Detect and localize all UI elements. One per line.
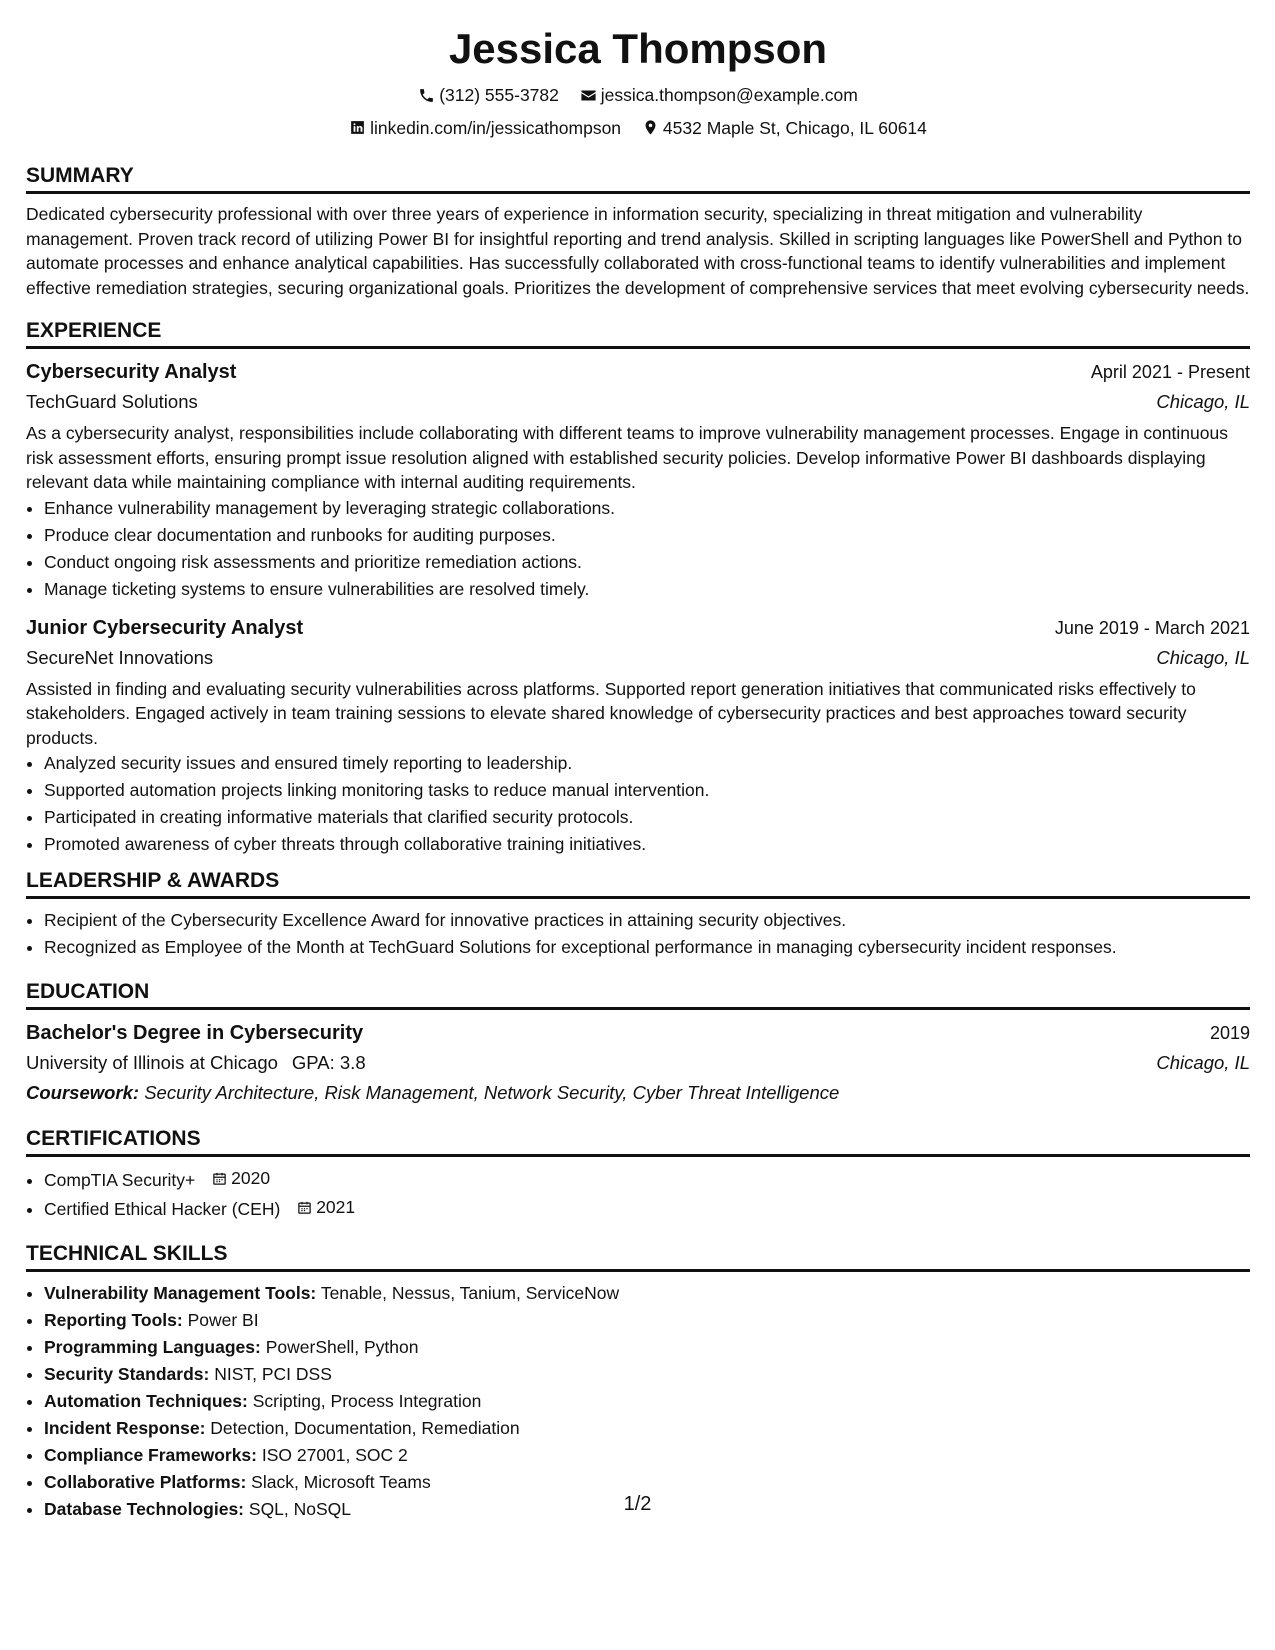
job-bullets (26, 750, 1250, 858)
education-subheader (26, 1048, 1250, 1078)
job-location: Chicago, IL (1156, 646, 1250, 668)
list-item (44, 1307, 1250, 1334)
skill-label: Incident Response: (44, 1418, 206, 1438)
list-item: • Conduct ongoing risk assessments and prioritize remediation actions. (44, 549, 1250, 576)
certifications-heading: CERTIFICATIONS (26, 1126, 1250, 1157)
leadership-section (26, 868, 1250, 961)
degree-title: Bachelor's Degree in Cybersecurity (26, 1022, 364, 1044)
candidate-name: Jessica Thompson (448, 25, 828, 72)
job-entry (26, 357, 1250, 603)
leadership-list (26, 907, 1250, 961)
list-item (44, 1280, 1250, 1307)
school-location: Chicago, IL (1156, 1052, 1250, 1073)
cert-year: 2020 (231, 1168, 271, 1188)
list-item: • Enhance vulnerability management by leveraging strategic collaborations. (44, 495, 1250, 522)
map-pin-icon (642, 119, 659, 136)
address-text: 4532 Maple St, Chicago, IL 60614 (662, 117, 927, 138)
job-description: Assisted in finding and evaluating security vulnerabilities across platforms. Supported report generation initiatives that communicated risks effectively to stakeholders. Engaged actively in team training sessions to elevate shared knowledge of cybersecurity practices and best approaches toward security products. (26, 678, 1196, 748)
linkedin-icon (349, 119, 366, 136)
phone-text: (312) 555-3782 (439, 85, 559, 105)
cert-year: 2021 (316, 1197, 356, 1217)
list-item (44, 1442, 1250, 1469)
skill-value: Detection, Documentation, Remediation (210, 1418, 520, 1438)
list-item (44, 1415, 1250, 1442)
skill-value: Scripting, Process Integration (252, 1391, 482, 1411)
email-contact[interactable] (580, 80, 858, 110)
leadership-heading: LEADERSHIP & AWARDS (26, 868, 1250, 899)
skill-value: NIST, PCI DSS (214, 1364, 332, 1384)
phone-icon (418, 87, 435, 104)
skill-label: Security Standards: (44, 1364, 210, 1384)
list-item: • Supported automation projects linking monitoring tasks to reduce manual intervention. (44, 777, 1250, 804)
list-item: • Promoted awareness of cyber threats through collaborative training initiatives. (44, 831, 1250, 858)
job-bullets (26, 495, 1250, 603)
education-heading: EDUCATION (26, 979, 1250, 1010)
job-description: As a cybersecurity analyst, responsibilities include collaborating with different teams to improve vulnerability management processes. Engage in continuous risk assessment efforts, ensuring prompt issue resolution aligned with established security policies. Develop informative Power BI dashboards displaying relevant data while maintaining compliance with internal auditing requirements. (26, 423, 1228, 492)
school-name: University of Illinois at Chicago (26, 1052, 278, 1073)
coursework (26, 1078, 1250, 1108)
job-title: Cybersecurity Analyst (26, 361, 237, 383)
list-item (44, 1334, 1250, 1361)
experience-section (26, 318, 1250, 858)
skills-section (26, 1241, 1250, 1523)
email-text: jessica.thompson@example.com (600, 85, 858, 105)
job-entry (26, 613, 1250, 859)
phone-contact (418, 80, 559, 110)
contact-line-2 (26, 113, 1250, 146)
job-company: TechGuard Solutions (26, 391, 198, 412)
contact-line-1 (26, 80, 1250, 113)
list-item: • Participated in creating informative materials that clarified security protocols. (44, 804, 1250, 831)
summary-text: Dedicated cybersecurity professional with over three years of experience in information security, specializing in threat mitigation and vulnerability management. Proven track record of utilizing Power BI for insightful reporting and trend analysis. Skilled in scripting languages like PowerShell and Python to automate processes and enhance analytical capabilities. Has successfully collaborated with cross-functional teams to identify vulnerabilities and implement effective remediation strategies, securing organizational goals. Prioritizes the development of comprehensive services that meet evolving cybersecurity needs. (26, 204, 1250, 298)
skill-label: Database Technologies: (44, 1499, 245, 1519)
list-item (44, 1165, 1250, 1194)
skill-value: Power BI (187, 1310, 259, 1330)
job-dates: April 2021 - Present (1090, 362, 1250, 382)
skill-value: PowerShell, Python (265, 1337, 419, 1357)
skills-list (26, 1280, 1250, 1523)
resume-page (26, 22, 1250, 1523)
list-item: • Produce clear documentation and runbooks for auditing purposes. (44, 522, 1250, 549)
coursework-label: Coursework: (26, 1082, 140, 1103)
job-subheader (26, 387, 1250, 417)
skill-value: Slack, Microsoft Teams (251, 1472, 431, 1492)
cert-date (297, 1194, 355, 1221)
list-item: • Analyzed security issues and ensured timely reporting to leadership. (44, 750, 1250, 777)
skill-label: Automation Techniques: (44, 1391, 248, 1411)
address-contact (642, 113, 927, 143)
job-title: Junior Cybersecurity Analyst (26, 616, 304, 639)
skill-value: SQL, NoSQL (248, 1499, 352, 1519)
list-item (44, 1361, 1250, 1388)
school-info (26, 1048, 366, 1078)
job-subheader (26, 643, 1250, 673)
list-item: • Manage ticketing systems to ensure vulnerabilities are resolved timely. (44, 576, 1250, 603)
calendar-icon (297, 1200, 312, 1215)
certifications-list (26, 1165, 1250, 1223)
graduation-year: 2019 (1209, 1023, 1250, 1043)
education-header (26, 1018, 1250, 1048)
job-location: Chicago, IL (1156, 391, 1250, 412)
skill-label: Vulnerability Management Tools: (44, 1283, 317, 1303)
page-number: 1/2 (623, 1493, 652, 1515)
job-dates: June 2019 - March 2021 (1054, 617, 1250, 638)
skill-label: Programming Languages: (44, 1337, 261, 1357)
job-company: SecureNet Innovations (26, 646, 214, 668)
list-item: • Recipient of the Cybersecurity Excellence Award for innovative practices in attaining security objectives. (44, 907, 1250, 934)
cert-name: CompTIA Security+ (44, 1170, 196, 1190)
skill-value: ISO 27001, SOC 2 (261, 1445, 408, 1465)
linkedin-contact[interactable] (349, 113, 621, 143)
calendar-icon (212, 1171, 227, 1186)
job-header (26, 613, 1250, 643)
job-header (26, 357, 1250, 387)
skill-value: Tenable, Nessus, Tanium, ServiceNow (320, 1283, 620, 1303)
cert-name: Certified Ethical Hacker (CEH) (44, 1199, 281, 1219)
list-item: • Recognized as Employee of the Month at TechGuard Solutions for exceptional performance in managing cybersecurity incident responses. (44, 934, 1250, 961)
coursework-list: Security Architecture, Risk Management, Network Security, Cyber Threat Intelligence (144, 1082, 840, 1103)
summary-heading: SUMMARY (26, 163, 1250, 194)
skill-label: Collaborative Platforms: (44, 1472, 247, 1492)
skills-heading: TECHNICAL SKILLS (26, 1241, 1250, 1272)
education-section (26, 979, 1250, 1108)
experience-heading: EXPERIENCE (26, 318, 1250, 349)
gpa: GPA: 3.8 (291, 1052, 366, 1073)
summary-section (26, 163, 1250, 300)
certifications-section (26, 1126, 1250, 1223)
skill-label: Reporting Tools: (44, 1310, 183, 1330)
cert-date (212, 1165, 270, 1192)
list-item (44, 1194, 1250, 1223)
skill-label: Compliance Frameworks: (44, 1445, 257, 1465)
list-item (44, 1388, 1250, 1415)
envelope-icon (580, 87, 597, 104)
linkedin-text: linkedin.com/in/jessicathompson (370, 117, 622, 138)
